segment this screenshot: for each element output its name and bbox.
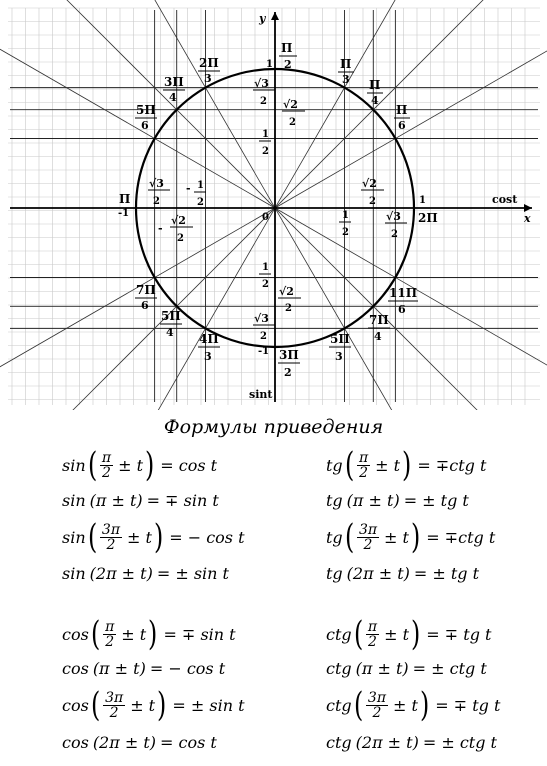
formula-tg-3	[326, 517, 496, 557]
svg-text:2: 2	[197, 197, 204, 208]
svg-text:4: 4	[166, 326, 174, 339]
fraction-numerator: π	[358, 449, 369, 466]
formula-function: tg	[326, 527, 343, 547]
formula-result: = ± tg t	[413, 563, 480, 583]
formula-ctg-1	[326, 614, 492, 654]
angle-label-11pi6	[388, 286, 418, 316]
svg-text:7Π: 7Π	[136, 283, 156, 297]
formula-argument: ± t	[375, 455, 401, 475]
formula-sin-1	[62, 445, 218, 485]
svg-text:Π: Π	[340, 57, 352, 71]
svg-text:2: 2	[284, 366, 292, 379]
svg-text:11Π: 11Π	[389, 286, 418, 300]
formula-result: = ∓ tg t	[435, 695, 501, 715]
svg-text:4Π: 4Π	[199, 332, 219, 346]
x-axis-label: x	[524, 212, 531, 225]
svg-text:3: 3	[204, 72, 212, 85]
svg-text:7Π: 7Π	[369, 313, 389, 327]
svg-text:3Π: 3Π	[279, 348, 299, 362]
formula-function: tg	[326, 563, 343, 583]
formula-argument: ± t	[127, 527, 152, 547]
formula-cos-2	[62, 653, 225, 683]
fraction-denominator: 2	[105, 633, 115, 650]
formula-function: ctg	[326, 624, 352, 644]
formula-argument: ± t	[130, 695, 156, 715]
formula-argument: ± t	[121, 624, 147, 644]
svg-text:1: 1	[342, 210, 349, 221]
svg-text:3: 3	[204, 350, 212, 363]
svg-text:-: -	[186, 182, 191, 195]
svg-text:√3: √3	[386, 210, 401, 223]
svg-text:5Π: 5Π	[330, 332, 350, 346]
angle-label-7pi4	[368, 313, 390, 343]
formula-result: = ∓ sin t	[146, 490, 219, 510]
right-paren: )	[419, 685, 430, 725]
formula-result: = − cos t	[169, 527, 245, 547]
fraction-denominator: 2	[106, 536, 116, 553]
fraction-numerator: 3π	[105, 689, 124, 706]
formula-argument: (2π ± t)	[89, 563, 153, 583]
svg-text:2: 2	[284, 58, 292, 71]
left-paren: (	[87, 445, 97, 485]
formula-function: sin	[62, 490, 86, 510]
formula-function: sin	[62, 527, 86, 547]
svg-text:√2: √2	[171, 214, 186, 227]
svg-text:Π: Π	[281, 41, 293, 55]
value-label-y-one: 1	[266, 59, 273, 70]
formula-function: cos	[62, 695, 89, 715]
formula-function: sin	[62, 563, 86, 583]
svg-text:√3: √3	[149, 177, 164, 190]
fraction-denominator: 2	[102, 464, 111, 481]
formula-sin-2	[62, 485, 219, 515]
y-axis-label: y	[259, 12, 266, 25]
left-paren: (	[353, 685, 363, 725]
svg-text:2: 2	[262, 146, 269, 157]
svg-text:Π: Π	[396, 103, 408, 117]
svg-text:3Π: 3Π	[164, 75, 184, 89]
formula-argument: ± t	[118, 455, 144, 475]
sin-axis-label: sint	[249, 388, 273, 401]
svg-text:1: 1	[197, 180, 204, 191]
formula-argument: (2π ± t)	[355, 732, 419, 752]
left-paren: (	[344, 517, 354, 557]
formula-function: cos	[62, 658, 89, 678]
left-paren: (	[90, 614, 101, 654]
svg-text:√3: √3	[254, 77, 269, 90]
formula-function: ctg	[326, 658, 352, 678]
svg-text:2: 2	[391, 229, 398, 240]
formula-argument: ± t	[384, 624, 410, 644]
value-label-y-minus-sqrt2-2	[278, 285, 301, 314]
formula-argument: (π ± t)	[355, 658, 409, 678]
formula-ctg-3	[326, 685, 501, 725]
formula-cos-4	[62, 727, 217, 757]
formula-sin-4	[62, 558, 229, 588]
cos-axis-label: cost	[492, 193, 518, 206]
fraction	[100, 523, 122, 552]
svg-text:6: 6	[398, 303, 406, 316]
svg-text:1: 1	[262, 129, 269, 140]
svg-text:2: 2	[369, 196, 376, 207]
angle-label-pi6	[394, 103, 410, 132]
right-paren: )	[410, 517, 421, 557]
axes	[10, 12, 532, 402]
svg-text:4: 4	[169, 91, 177, 104]
fraction-numerator: π	[105, 618, 115, 635]
svg-text:√2: √2	[283, 98, 298, 111]
svg-text:2: 2	[285, 303, 292, 314]
formula-function: cos	[62, 624, 89, 644]
fraction-denominator: 2	[363, 536, 373, 553]
formula-cos-1	[62, 614, 236, 654]
svg-text:2: 2	[260, 96, 267, 107]
svg-text:3: 3	[335, 350, 343, 363]
fraction	[357, 523, 379, 552]
value-label-y-minus-sqrt3-2	[253, 312, 275, 342]
formula-argument: ± t	[384, 527, 409, 547]
formula-result: = − cos t	[149, 658, 226, 678]
y-axis-arrow	[271, 12, 279, 20]
formula-tg-1	[326, 445, 487, 485]
formula-function: cos	[62, 732, 89, 752]
svg-text:Π: Π	[369, 78, 381, 92]
fraction	[366, 691, 388, 720]
formula-argument: (π ± t)	[92, 658, 146, 678]
svg-text:-: -	[158, 222, 163, 235]
fraction-denominator: 2	[109, 704, 119, 721]
formula-result: = ± ctg t	[412, 658, 487, 678]
value-label-x-sqrt2-2	[361, 177, 384, 207]
svg-text:5Π: 5Π	[161, 309, 181, 323]
svg-text:5Π: 5Π	[136, 103, 156, 117]
fraction-numerator: 3π	[101, 521, 121, 538]
fraction-denominator: 2	[368, 633, 377, 650]
svg-text:2: 2	[260, 331, 267, 342]
fraction	[100, 451, 113, 480]
right-paren: )	[157, 685, 167, 725]
diagram-labels	[118, 12, 531, 401]
svg-text:6: 6	[398, 119, 406, 132]
fraction-numerator: π	[367, 618, 378, 635]
formula-ctg-4	[326, 727, 497, 757]
svg-text:2: 2	[289, 117, 296, 128]
formula-argument: (π ± t)	[346, 490, 400, 510]
formula-function: tg	[326, 455, 343, 475]
left-paren: (	[353, 614, 363, 654]
angle-label-pi3	[338, 57, 354, 86]
fraction-numerator: 3π	[358, 521, 378, 538]
fraction-denominator: 2	[359, 464, 368, 481]
angle-label-2pi: 2Π	[418, 211, 438, 225]
formula-function: sin	[62, 455, 86, 475]
value-label-x-minus-half	[186, 180, 206, 208]
svg-text:6: 6	[141, 299, 149, 312]
left-paren: (	[87, 517, 97, 557]
svg-text:2: 2	[262, 279, 269, 290]
origin-label: 0	[262, 212, 269, 223]
fraction-numerator: π	[101, 449, 112, 466]
formula-cos-3	[62, 685, 245, 725]
formula-ctg-2	[326, 653, 487, 683]
formula-argument: (2π ± t)	[92, 732, 156, 752]
fraction-numerator: 3π	[367, 689, 387, 706]
formula-function: tg	[326, 490, 343, 510]
svg-text:4: 4	[371, 94, 379, 107]
svg-text:√2: √2	[362, 177, 377, 190]
right-paren: )	[148, 614, 158, 654]
fraction	[103, 620, 116, 649]
svg-text:2: 2	[153, 196, 160, 207]
formula-result: = ± tg t	[403, 490, 469, 510]
value-label-y-minus-half	[259, 262, 271, 290]
fraction	[366, 620, 379, 649]
fraction	[103, 691, 125, 720]
formula-result: = cos t	[160, 455, 218, 475]
formula-tg-4	[326, 558, 479, 588]
angle-label-5pi4	[160, 309, 182, 339]
formulas-title: Формулы приведения	[163, 416, 384, 438]
angle-label-5pi6	[135, 103, 157, 132]
formula-function: ctg	[326, 732, 352, 752]
formula-sin-3	[62, 517, 245, 557]
formula-argument: (2π ± t)	[346, 563, 410, 583]
left-paren: (	[344, 445, 354, 485]
svg-text:√2: √2	[279, 285, 294, 298]
angle-label-3pi2	[278, 348, 300, 379]
formula-argument: (π ± t)	[89, 490, 143, 510]
fraction	[357, 451, 370, 480]
value-label-x-one: 1	[419, 195, 426, 206]
formula-function: ctg	[326, 695, 352, 715]
value-label-y-minus-one: -1	[258, 346, 270, 357]
angle-label-5pi3	[329, 332, 351, 363]
formula-result: = ± sin t	[172, 695, 245, 715]
svg-text:3: 3	[342, 73, 350, 86]
formula-tg-2	[326, 485, 469, 515]
formula-result: = cos t	[160, 732, 217, 752]
right-paren: )	[402, 445, 412, 485]
angle-label-pi: Π	[119, 192, 131, 206]
formula-result: = ∓ tg t	[426, 624, 492, 644]
value-label-x-minus-one: -1	[118, 208, 130, 219]
formula-argument: ± t	[393, 695, 418, 715]
svg-text:6: 6	[141, 119, 149, 132]
right-paren: )	[411, 614, 421, 654]
right-paren: )	[145, 445, 155, 485]
value-label-x-minus-sqrt3-2	[148, 177, 170, 207]
svg-text:1: 1	[262, 262, 269, 273]
formula-result: = ± sin t	[156, 563, 229, 583]
right-paren: )	[153, 517, 164, 557]
angle-label-7pi6	[135, 283, 157, 312]
svg-text:2Π: 2Π	[199, 56, 219, 70]
formula-result: = ∓ sin t	[163, 624, 236, 644]
svg-text:2: 2	[342, 227, 349, 238]
fraction-denominator: 2	[372, 704, 382, 721]
formula-result: = ∓ctg t	[426, 527, 496, 547]
formula-result: = ∓ctg t	[417, 455, 487, 475]
svg-text:2: 2	[177, 233, 184, 244]
svg-text:√3: √3	[254, 312, 269, 325]
formula-result: = ± ctg t	[422, 732, 497, 752]
left-paren: (	[90, 685, 101, 725]
svg-text:4: 4	[374, 330, 382, 343]
